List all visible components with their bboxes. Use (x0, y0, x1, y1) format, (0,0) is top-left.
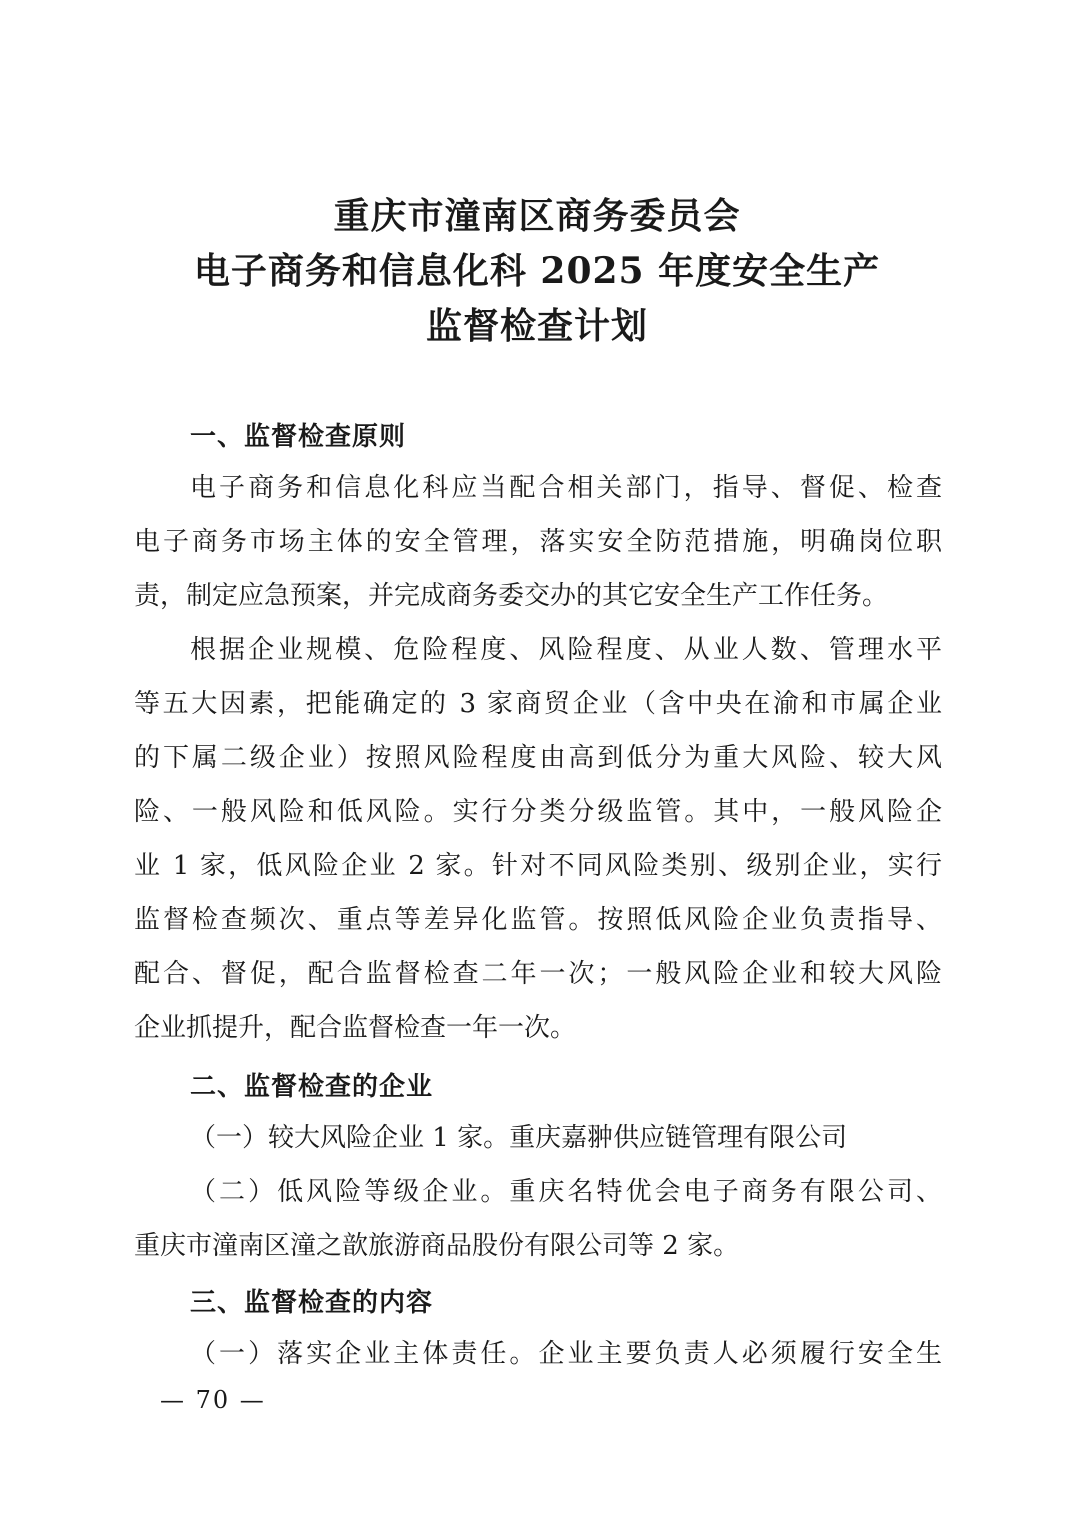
title-line-3: 监督检查计划 (425, 305, 648, 347)
section-2-item-1: （一）较大风险企业 1 家。重庆嘉翀供应链管理有限公司 (190, 1123, 848, 1153)
paragraph-line: （二）低风险等级企业。重庆名特优会电子商务有限公司、 (190, 1177, 942, 1207)
page-number: — 70 — (160, 1386, 266, 1414)
paragraph-line: 监督检查频次、重点等差异化监管。按照低风险企业负责指导、 (134, 905, 942, 935)
paragraph-line: 等五大因素，把能确定的 3 家商贸企业（含中央在渝和市属企业 (134, 689, 942, 719)
paragraph-line: 电子商务和信息化科应当配合相关部门，指导、督促、检查 (190, 473, 942, 503)
paragraph-line: 业 1 家，低风险企业 2 家。针对不同风险类别、级别企业，实行 (134, 851, 942, 881)
paragraph-line: 企业抓提升，配合监督检查一年一次。 (134, 1013, 577, 1043)
paragraph-line: 根据企业规模、危险程度、风险程度、从业人数、管理水平 (190, 635, 942, 665)
paragraph-line: 重庆市潼南区潼之歆旅游商品股份有限公司等 2 家。 (134, 1231, 740, 1261)
title-line-2: 电子商务和信息化科 2025 年度安全生产 (193, 250, 881, 292)
section-3-heading: 三、监督检查的内容 (190, 1288, 434, 1318)
section-1-heading: 一、监督检查原则 (190, 422, 407, 452)
paragraph-line: 配合、督促，配合监督检查二年一次；一般风险企业和较大风险 (134, 959, 942, 989)
title-line-1: 重庆市潼南区商务委员会 (333, 195, 741, 237)
paragraph-line: 的下属二级企业）按照风险程度由高到低分为重大风险、较大风 (134, 743, 942, 773)
section-3-item-1: （一）落实企业主体责任。企业主要负责人必须履行安全生 (190, 1339, 942, 1369)
paragraph-line: 责，制定应急预案，并完成商务委交办的其它安全生产工作任务。 (134, 581, 889, 611)
section-2-heading: 二、监督检查的企业 (190, 1072, 434, 1102)
paragraph-line: 险、一般风险和低风险。实行分类分级监管。其中，一般风险企 (134, 797, 942, 827)
paragraph-line: 电子商务市场主体的安全管理，落实安全防范措施，明确岗位职 (134, 527, 942, 557)
